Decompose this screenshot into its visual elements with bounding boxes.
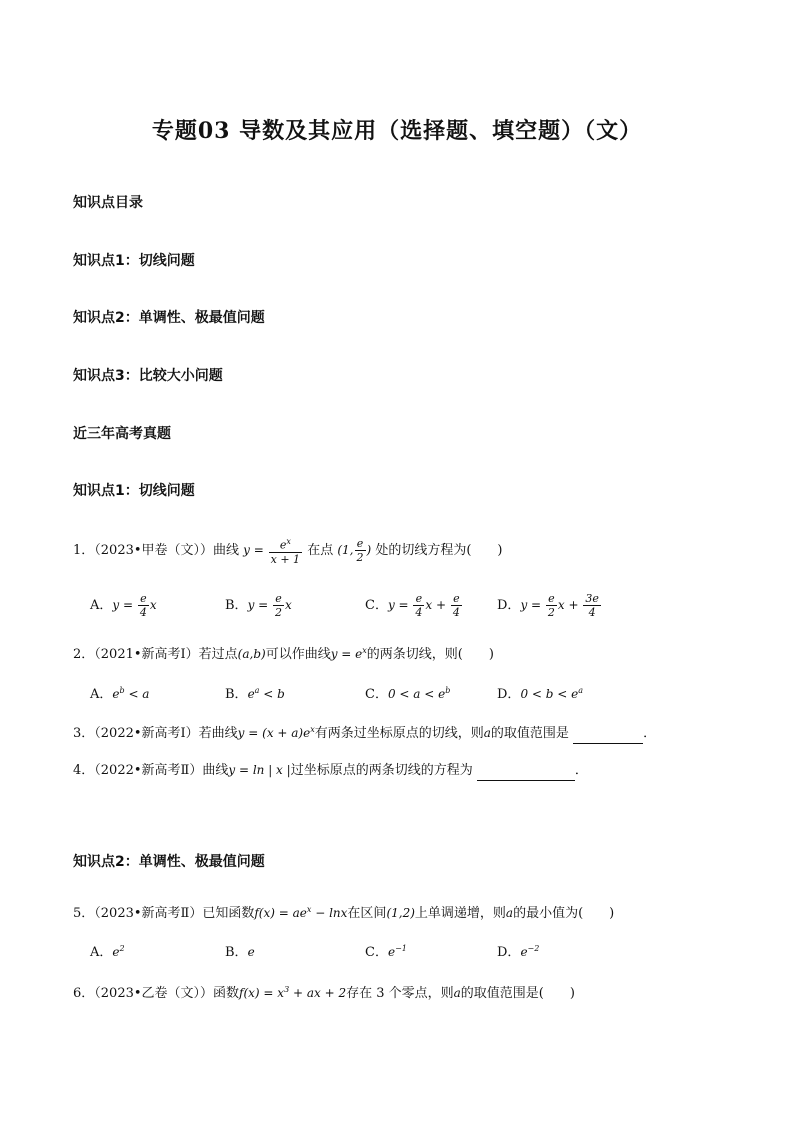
option-d: D．y = $\frac{e}{2}$ x + $\frac{3e}{4}$	[497, 592, 599, 619]
option-d: D．$0 < b < e^a$	[497, 686, 584, 702]
option-b: B．y = $\frac{e}{2}$ x	[225, 592, 292, 619]
question-6: 6．（2023•乙卷（文））函数$f(x) = x^3$ + ax + 2存在 3 个零点，则a的取值范围是( )	[73, 985, 575, 1001]
section1-heading: 知识点1：切线问题	[73, 483, 195, 499]
option-c: C．$0 < a < e^b$	[365, 686, 451, 702]
option-a: A．$e^b < a$	[90, 686, 150, 702]
toc-item-2: 知识点2：单调性、极最值问题	[73, 310, 265, 326]
answer-blank[interactable]	[573, 729, 643, 744]
question-5: 5．（2023•新高考Ⅱ）已知函数$f(x) = ae^x - \ln x$在区间(1,2)上单调递增，则a的最小值为( )	[73, 905, 615, 921]
formula: y = $\frac{e^x}{x + 1}$	[243, 537, 301, 566]
answer-blank[interactable]	[477, 766, 575, 781]
option-c: C．$e^{-1}$	[365, 944, 407, 960]
option-a: A．y = $\frac{e}{4}$ x	[90, 592, 157, 619]
option-b: B．e	[225, 945, 255, 960]
toc-item-1: 知识点1：切线问题	[73, 253, 195, 269]
question-1: 1．（2023•甲卷（文））曲线 y = $\frac{e^x}{x + 1}$ 在点 (1, $\frac{e}{2}$ ) 处的切线方程为( )	[73, 536, 503, 566]
question-3: 3．（2022•新高考Ⅰ）若曲线$y = (x + a)e^x$有两条过坐标原点的切线，则a的取值范围是 ．	[73, 720, 656, 744]
option-c: C．y = $\frac{e}{4}$ x + $\frac{e}{4}$	[365, 592, 460, 619]
option-b: B．$e^a < b$	[225, 686, 285, 702]
question-4: 4．（2022•新高考Ⅱ）曲线y = ln | x |过坐标原点的两条切线的方程为 ．	[73, 760, 588, 781]
toc-heading: 知识点目录	[73, 195, 143, 211]
page-title: 专题03 导数及其应用（选择题、填空题）（文）	[151, 118, 643, 144]
toc-item-3: 知识点3：比较大小问题	[73, 368, 223, 384]
recent-exams-heading: 近三年高考真题	[73, 426, 171, 442]
option-a: A．$e^2$	[90, 944, 125, 960]
option-d: D．$e^{-2}$	[497, 944, 540, 960]
section2-heading: 知识点2：单调性、极最值问题	[73, 854, 265, 870]
question-2: 2．（2021•新高考Ⅰ）若过点(a,b)可以作曲线$y = e^x$的两条切线，则( )	[73, 646, 494, 662]
